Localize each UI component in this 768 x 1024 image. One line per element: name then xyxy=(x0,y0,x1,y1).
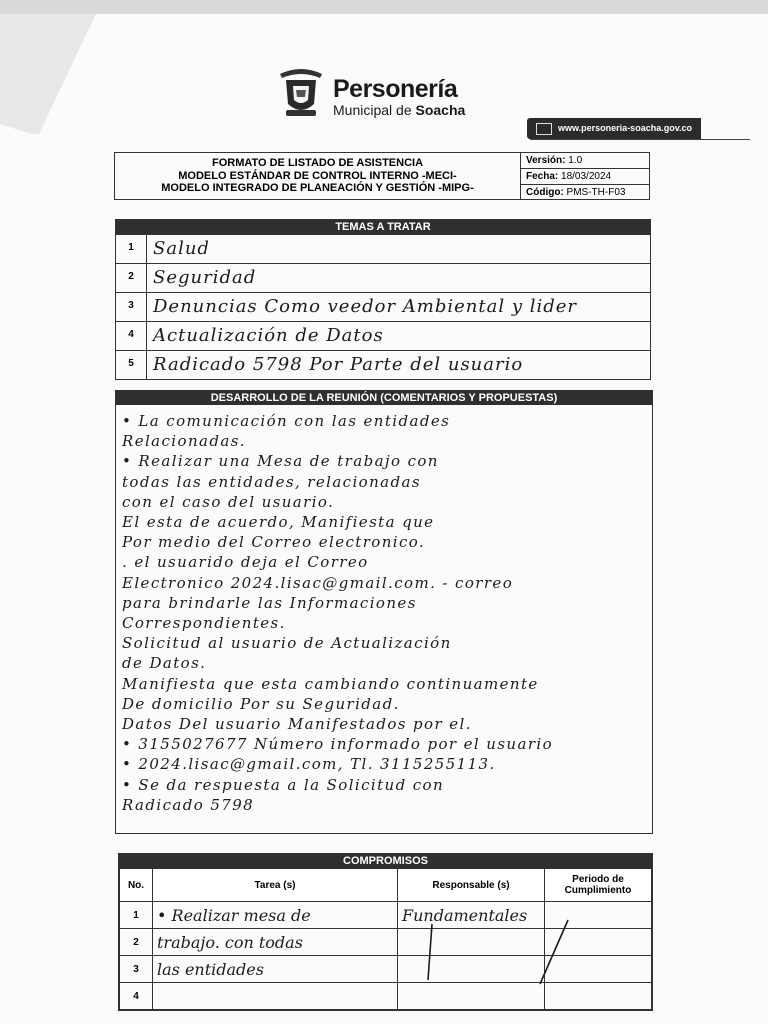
row-number: 1 xyxy=(120,902,153,929)
row-number: 5 xyxy=(116,351,147,379)
note-line: • 2024.lisac@gmail.com, Tl. 3115255113. xyxy=(122,755,496,774)
website-banner xyxy=(527,118,701,139)
version-value: 1.0 xyxy=(568,155,583,166)
version-label: Versión: xyxy=(526,155,566,166)
responsable-cell: Fundamentales xyxy=(398,902,545,929)
note-line: Radicado 5798 xyxy=(122,795,255,814)
code-label: Código: xyxy=(526,187,564,198)
brand-block xyxy=(333,76,465,118)
row-number: 1 xyxy=(116,235,147,263)
tema-text: Denuncias Como veedor Ambiental y lider xyxy=(153,296,578,317)
version-field xyxy=(521,153,649,169)
compromisos-header-row xyxy=(120,869,652,902)
temas-row xyxy=(116,350,650,379)
tema-text: Seguridad xyxy=(153,267,257,288)
date-value: 18/03/2024 xyxy=(561,171,612,182)
date-field xyxy=(521,169,649,185)
temas-row xyxy=(116,234,650,263)
row-number: 2 xyxy=(120,929,153,956)
format-box xyxy=(114,152,650,200)
tema-text: Actualización de Datos xyxy=(153,325,384,346)
row-number: 2 xyxy=(116,264,147,292)
format-line-1: FORMATO DE LISTADO DE ASISTENCIA xyxy=(211,157,424,169)
website-url: www.personeria-soacha.gov.co xyxy=(558,123,693,133)
row-number: 3 xyxy=(116,293,147,321)
format-line-3: MODELO INTEGRADO DE PLANEACIÓN Y GESTIÓN -MIPG- xyxy=(161,182,474,194)
col-tarea: Tarea (s) xyxy=(153,869,398,902)
brand-name: Personería xyxy=(333,75,458,103)
note-line: . el usuarido deja el Correo xyxy=(122,553,369,572)
col-responsable: Responsable (s) xyxy=(398,869,545,902)
temas-row xyxy=(116,321,650,350)
col-periodo: Periodo de Cumplimiento xyxy=(545,869,652,902)
tarea-cell: trabajo. con todas xyxy=(153,929,398,956)
col-no: No. xyxy=(120,869,153,902)
note-line: de Datos. xyxy=(122,654,207,673)
note-line: El esta de acuerdo, Manifiesta que xyxy=(122,513,435,532)
note-line: De domicilio Por su Seguridad. xyxy=(122,694,400,713)
row-number: 4 xyxy=(116,322,147,350)
temas-title: TEMAS A TRATAR xyxy=(116,220,650,234)
note-line: todas las entidades, relacionadas xyxy=(122,472,421,491)
note-line: para brindarle las Informaciones xyxy=(122,593,417,612)
temas-table xyxy=(115,219,651,380)
note-line: Electronico 2024.lisac@gmail.com. - correo xyxy=(122,573,514,592)
desarrollo-section xyxy=(115,390,653,834)
row-number: 3 xyxy=(120,956,153,983)
note-line: • Se da respuesta a la Solicitud con xyxy=(122,775,445,794)
personeria-logo-icon xyxy=(276,64,326,120)
handwritten-strokes xyxy=(400,918,580,988)
note-line: con el caso del usuario. xyxy=(122,492,335,511)
note-line: • La comunicación con las entidades xyxy=(122,412,451,430)
brand-subtitle xyxy=(333,102,465,118)
mail-icon xyxy=(536,123,552,135)
tarea-cell xyxy=(153,983,398,1010)
brand-sub-prefix: Municipal de xyxy=(333,102,416,118)
note-line: Relacionadas. xyxy=(122,432,246,451)
note-line: Manifiesta que esta cambiando continuamente xyxy=(122,674,539,693)
note-line: Por medio del Correo electronico. xyxy=(122,533,426,552)
date-label: Fecha: xyxy=(526,171,559,182)
tema-text: Radicado 5798 Por Parte del usuario xyxy=(153,354,524,375)
format-line-2: MODELO ESTÁNDAR DE CONTROL INTERNO -MECI- xyxy=(178,169,457,182)
brand-sub-city: Soacha xyxy=(415,102,466,118)
note-line: Solicitud al usuario de Actualización xyxy=(122,634,452,653)
tema-text: Salud xyxy=(153,238,210,259)
header-rule xyxy=(530,139,750,140)
code-field xyxy=(521,185,649,200)
tarea-cell: • Realizar mesa de xyxy=(153,902,398,929)
format-title xyxy=(115,153,521,199)
temas-row xyxy=(116,263,650,292)
tarea-cell: las entidades xyxy=(153,956,398,983)
desarrollo-notes xyxy=(116,405,652,815)
note-line: • Realizar una Mesa de trabajo con xyxy=(122,452,439,471)
note-line: Correspondientes. xyxy=(122,614,286,633)
row-number: 4 xyxy=(120,983,153,1010)
note-line: • 3155027677 Número informado por el usuario xyxy=(122,735,554,754)
compromisos-title: COMPROMISOS xyxy=(119,854,652,868)
note-line: Datos Del usuario Manifestados por el. xyxy=(122,715,472,734)
code-value: PMS-TH-F03 xyxy=(566,187,626,198)
temas-row xyxy=(116,292,650,321)
format-meta xyxy=(521,153,649,199)
desarrollo-title: DESARROLLO DE LA REUNIÓN (COMENTARIOS Y PROPUESTAS) xyxy=(116,391,652,405)
